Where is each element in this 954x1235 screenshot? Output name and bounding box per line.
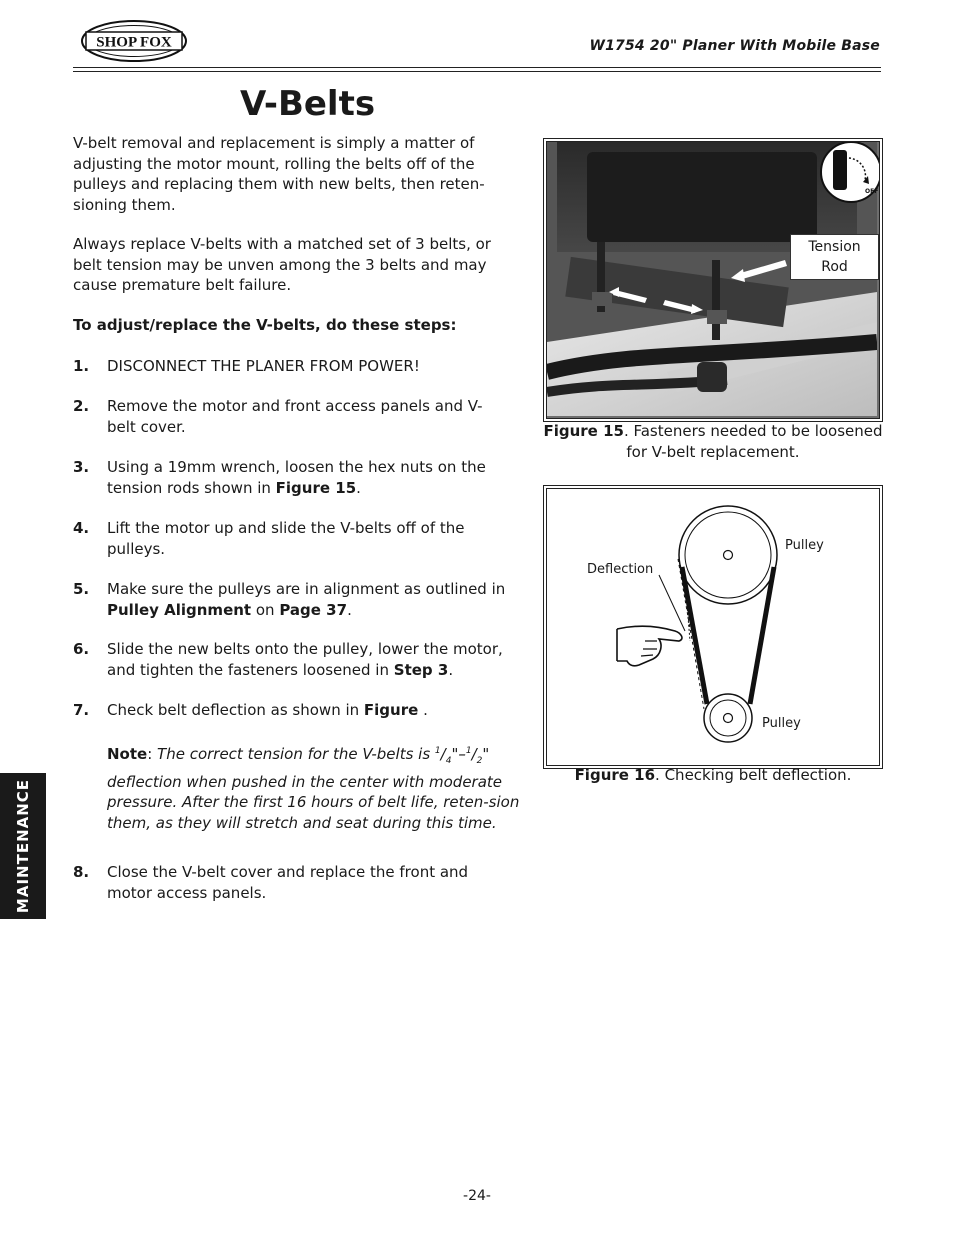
svg-text:SHOP FOX: SHOP FOX — [96, 34, 172, 51]
steps-heading: To adjust/replace the V-belts, do these steps: — [73, 316, 457, 334]
header-rule — [73, 71, 881, 72]
header-rule — [73, 67, 881, 68]
deflection-label: Deflection — [587, 562, 654, 577]
top-pulley-label: Pulley — [785, 538, 824, 553]
step-text: Remove the motor and front access panels and V-belt cover. — [107, 397, 483, 436]
figure-15-photo — [546, 141, 880, 419]
section-tab-label: MAINTENANCE — [14, 778, 32, 914]
shop-fox-logo — [80, 18, 188, 64]
figure-16-caption: Figure 16. Checking belt deflection. — [574, 766, 852, 784]
manual-title: W1754 20" Planer With Mobile Base — [589, 38, 880, 54]
step-text: Slide the new belts onto the pulley, lower the motor, and tighten the fasteners loosened in Step 3. — [107, 640, 503, 679]
step-text: Using a 19mm wrench, loosen the hex nuts on the tension rods shown in Figure 15. — [107, 458, 486, 497]
figure-16-frame — [543, 485, 883, 769]
tension-rod-callout: Tension Rod — [790, 234, 879, 280]
step-number: 3. — [73, 458, 90, 476]
svg-text:· · · · ·: · · · · · — [128, 23, 140, 28]
step-text: DISCONNECT THE PLANER FROM POWER! — [107, 357, 420, 375]
step-text: Check belt deflection as shown in Figure . — [107, 701, 428, 719]
page-number: -24- — [463, 1188, 491, 1204]
section-tab — [0, 773, 46, 919]
step-text: Make sure the pulleys are in alignment as outlined in Pulley Alignment on Page 37. — [107, 580, 506, 619]
intro-paragraph: V-belt removal and replacement is simply a matter of adjusting the motor mount, rolling the belts off of the pulleys and replacing them with new belts, then reten-sioning them. — [73, 134, 485, 214]
step-number: 4. — [73, 519, 90, 537]
figure-reference: Figure 15 — [275, 478, 357, 497]
hand-icon — [617, 626, 682, 666]
bottom-pulley-label: Pulley — [762, 716, 801, 731]
step-text: Close the V-belt cover and replace the front and motor access panels. — [107, 863, 469, 902]
page-title: V-Belts — [240, 84, 376, 124]
note-paragraph: Note: The correct tension for the V-belts is $^1/_4"-^1/_2$" deflection when pushed in the center with moderate pressure. After the first 16 hours of belt life, reten-sion them, as they will stretch and seat during this time. — [107, 745, 520, 832]
disconnect-power-icon — [819, 141, 880, 204]
step-number: 2. — [73, 397, 90, 415]
step-number: 8. — [73, 863, 90, 881]
step-number: 1. — [73, 357, 90, 375]
step-reference: Step 3 — [393, 660, 449, 679]
section-reference: Pulley Alignment — [107, 600, 252, 619]
svg-text:OFF: OFF — [865, 188, 879, 195]
figure-15-frame — [543, 138, 883, 422]
belt-deflection-diagram — [546, 488, 880, 766]
step-number: 7. — [73, 701, 90, 719]
figure-15-caption: Figure 15. Fasteners needed to be loosened for V-belt replacement. — [543, 422, 883, 461]
step-number: 6. — [73, 640, 90, 658]
page-reference: Page 37 — [279, 600, 348, 619]
step-text: Lift the motor up and slide the V-belts off of the pulleys. — [107, 519, 465, 558]
figure-reference: Figure — [363, 701, 419, 719]
intro-paragraph: Always replace V-belts with a matched set of 3 belts, or belt tension may be unven among the 3 belts and may cause premature belt failure. — [73, 235, 491, 294]
step-number: 5. — [73, 580, 90, 598]
